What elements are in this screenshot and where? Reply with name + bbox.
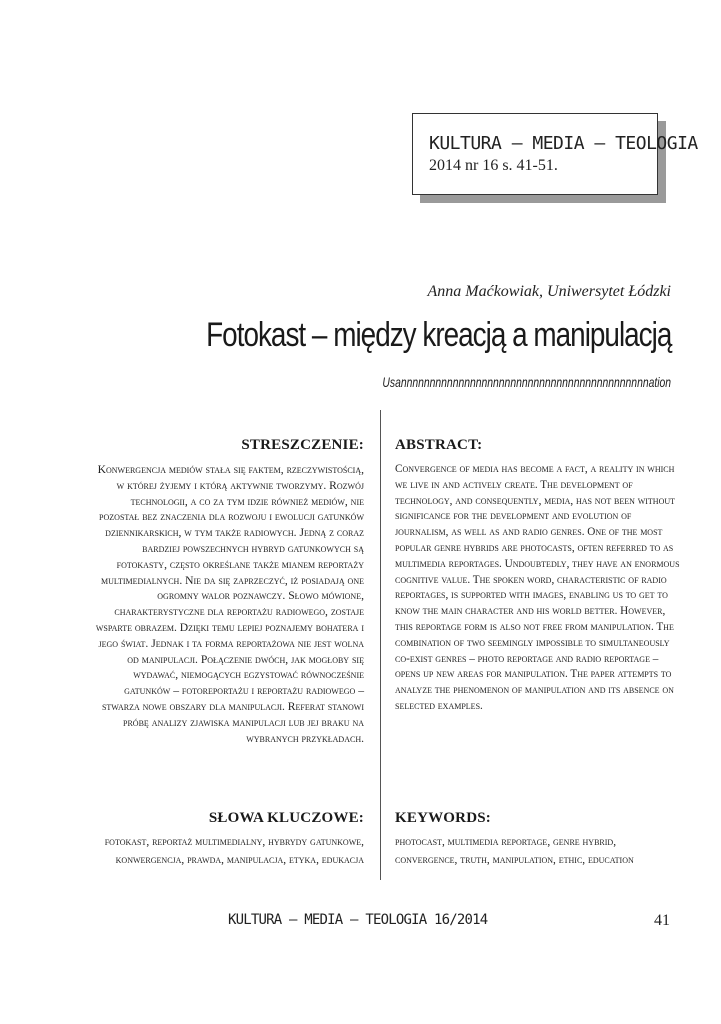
keywords-pl-heading: SŁOWA KLUCZOWE: bbox=[208, 810, 364, 826]
journal-info-box bbox=[412, 113, 698, 195]
page-number: 41 bbox=[654, 912, 670, 929]
abstract-pl-section bbox=[90, 436, 364, 746]
abstract-pl-text: Konwergencja mediów stała się faktem, rzeczywistością, w której żyjemy i którą aktywnie tworzymy. Rozwój technologii, a co za tym idzie również mediów, nie pozostał bez znaczenia dla rozwoju i ewolucji gatunków dziennikarskich, w tym także radiowych. Jedną z coraz bardziej powszechnych hybryd gatunkowych są fotokasty, często określane także mianem reportaży multimedialnych. Nie da się zaprzeczyć, iż posiadają one ogromny walor poznawczy. Słowo mówione, charakterystyczne dla reportażu radiowego, zostaje wsparte obrazem. Dzięki temu lepiej poznajemy bohatera i jego świat. Jednak i ta forma reportażowa nie jest wolna od manipulacji. Połączenie dwóch, jak mogłoby się wydawać, niemogących egzystować równocześnie gatunków – fotoreportażu i reportażu radiowego – stwarza nowe obszary dla manipulacji. Referat stanowi próbę analizy zjawiska manipulacji lub jej braku na wybranych przykładach. bbox=[95, 463, 364, 745]
journal-name: KULTURA – MEDIA – TEOLOGIA bbox=[429, 133, 698, 154]
keywords-en-heading: KEYWORDS: bbox=[395, 810, 491, 826]
journal-issue: 2014 nr 16 s. 41-51. bbox=[429, 157, 558, 174]
keywords-en-text: photocast, multimedia reportage, genre hybrid, convergence, truth, manipulation, ethic, education bbox=[395, 836, 634, 866]
keywords-en-section bbox=[395, 809, 680, 869]
abstract-en-text: Convergence of media has become a fact, a reality in which we live in and actively create. The development of technology, and consequently, media, has not been without significance for the development and evolution of journalism, as well as and radio genres. One of the most popular genre hybrids are photocasts, often referred to as multimedia reportages. Undoubtedly, they have an enormous cognitive value. The spoken word, characteristic of radio reportages, is supported with images, enabling us to get to know the main character and his world better. However, this reportage form is also not free from manipulation. The combination of two seemingly impossible to simultaneously co-exist genres – photo reportage and radio reportage – opens up new areas for manipulation. The paper attempts to analyze the phenomenon of manipulation and its absence on selected examples. bbox=[395, 463, 680, 712]
abstract-en-heading: ABSTRACT: bbox=[395, 437, 483, 453]
abstract-pl-heading: STRESZCZENIE: bbox=[241, 437, 364, 453]
column-divider bbox=[380, 410, 381, 880]
footer-journal: KULTURA – MEDIA – TEOLOGIA 16/2014 bbox=[228, 912, 488, 928]
article-title: Fotokast – między kreacją a manipulacją bbox=[205, 316, 671, 354]
keywords-pl-text: fotokast, reportaż multimedialny, hybrydy gatunkowe, konwergencja, prawda, manipulacja, etyka, edukacja bbox=[104, 836, 364, 866]
keywords-pl-section bbox=[90, 809, 364, 869]
author-line: Anna Maćkowiak, Uniwersytet Łódzki bbox=[427, 283, 671, 300]
article-subtitle: Usannnnnnnnnnnnnnnnnnnnnnnnnnnnnnnnnnnnnnnnnnnation bbox=[382, 374, 671, 390]
abstract-en-section bbox=[395, 436, 680, 715]
